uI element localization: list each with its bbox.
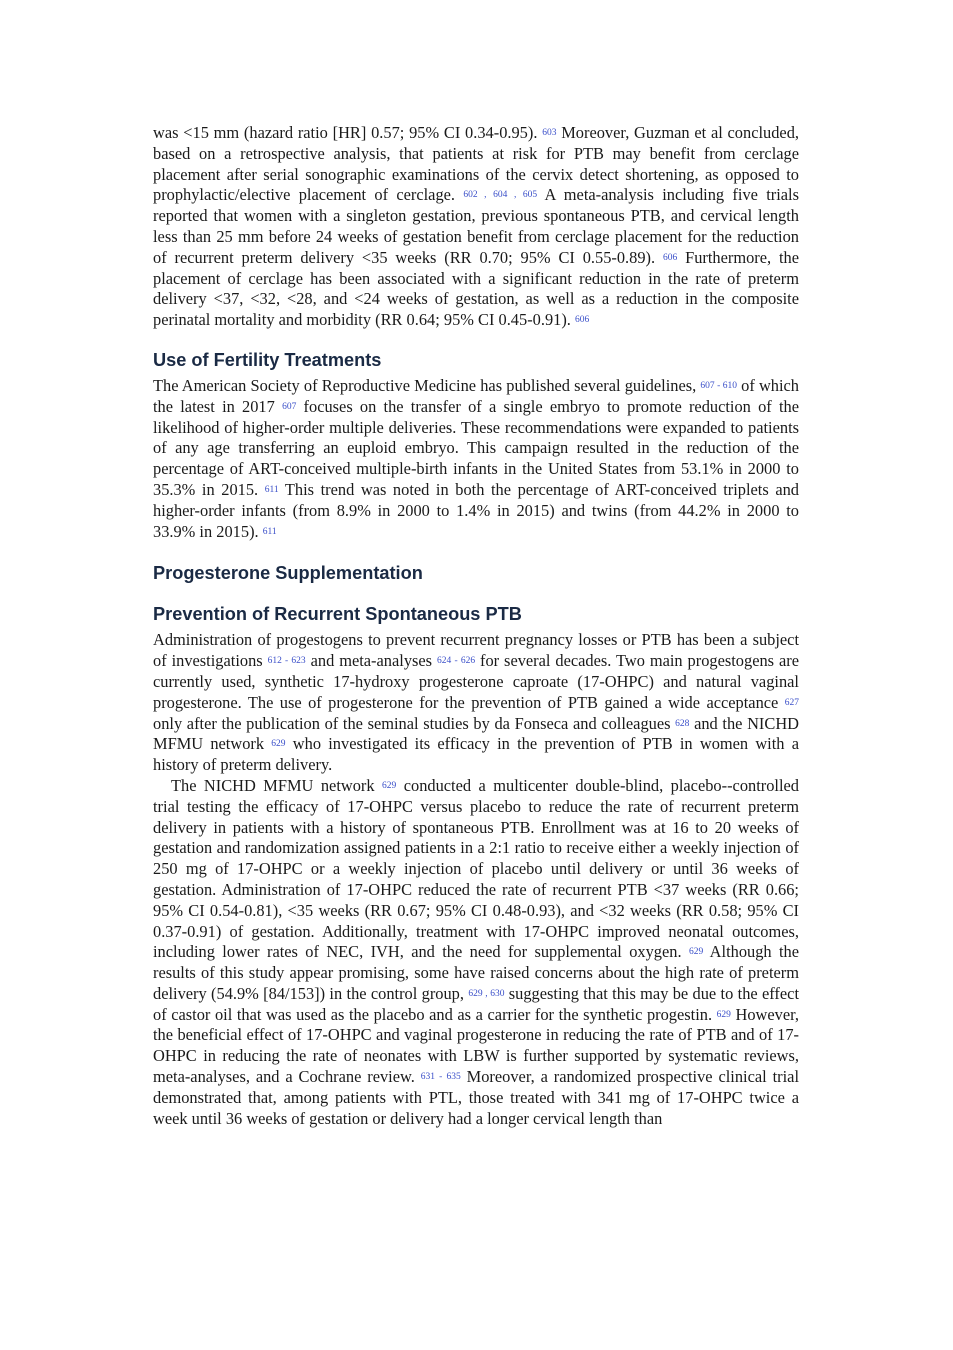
text-run: only after the publication of the seminal studies by da Fonseca and colleagues [153,713,676,733]
citation-link[interactable]: 607 - 610 [700,380,737,391]
heading-prevention-recurrent-ptb: Prevention of Recurrent Spontaneous PTB [153,604,522,625]
text-run: was <15 mm (hazard ratio [HR] 0.57; 95% CI 0.34-0.95). [153,123,543,142]
citation-link[interactable]: 612 - 623 [267,656,306,667]
citation-link[interactable]: 607 [282,401,297,412]
text-run: for several decades. Two main progestogens are currently used, synthetic 17-hydroxy progesterone caproate (17-OHPC) and natural vaginal progesterone. The use of progesterone for the prevention of PTB gained a wide acceptance [153,651,799,712]
citation-link[interactable]: 629 [382,780,397,791]
heading-fertility-treatments: Use of Fertility Treatments [153,349,382,370]
text-run: Moreover, Guzman et al concluded, based on a retrospective analysis, that patients at risk for PTB may benefit from cerclage placement after serial sonographic examinations of the cervix detect shortening, as opposed to prophylactic/elective placement of cerclage. [153,123,799,205]
heading-progesterone-supplementation: Progesterone Supplementation [153,563,423,584]
citation-link[interactable]: 624 - 626 [436,656,476,667]
citation-link[interactable]: 606 [575,315,590,326]
citation-link[interactable]: 611 [262,526,277,537]
citation-link[interactable]: 629 [271,739,286,750]
citation-link[interactable]: 602 , 604 , 605 [463,190,538,201]
citation-link[interactable]: 611 [264,484,279,495]
citation-link[interactable]: 606 [662,252,678,263]
citation-link[interactable]: 631 - 635 [420,1072,461,1083]
text-run: A meta-analysis including five trials reported that women with a singleton gestation, previous spontaneous PTB, and cervical length less than 25 mm before 24 weeks of gestation benefit from cerclage placement for the reduction of recurrent preterm delivery <35 weeks (RR 0.70; 95% CI 0.55-0.89). [153,185,799,267]
text-run: Although the results of this study appear promising, some have raised concerns about the high rate of preterm delivery (54.9% [84/153]) in the control group, [153,942,799,1003]
citation-link[interactable]: 629 , 630 [468,988,505,999]
document-page [153,123,799,1129]
paragraph-nichd-trial [153,776,799,1130]
text-run: Administration of progestogens to prevent recurrent pregnancy losses or PTB has been a subject of investigations [153,630,799,671]
text-run: This trend was noted in both the percentage of ART-conceived triplets and higher-order infants (from 8.9% in 2000 to 1.4% in 2015) and twins (from 44.2% in 2000 to 33.9% in 2015). [153,479,799,541]
citation-link[interactable]: 629 [688,947,704,958]
paragraph-cerclage [153,123,799,331]
text-run: and meta-analyses [305,651,437,671]
citation-link[interactable]: 629 [716,1009,731,1020]
text-run: who investigated its efficacy in the prevention of PTB in women with a history of preterm delivery. [153,734,799,775]
citation-link[interactable]: 603 [542,128,557,138]
text-run: and the NICHD MFMU network [153,713,799,754]
text-run: suggesting that this may be due to the effect of castor oil that was used as the placebo and as a carrier for the synthetic progestin. [153,983,799,1024]
text-run: focuses on the transfer of a single embryo to promote reduction of the likelihood of higher-order multiple deliveries. These recommendations were expanded to patients of any age transferring an euploid embryo. This campaign resulted in the reduction of the percentage of ART-conceived multiple-birth infants in the United States from 53.1% in 2000 to 35.3% in 2015. [153,396,799,499]
text-run: of which the latest in 2017 [153,375,800,416]
citation-link[interactable]: 628 [675,718,690,729]
paragraph-fertility [153,376,799,542]
text-run: However, the beneficial effect of 17-OHPC and vaginal progesterone in reducing the rate of PTB and of 17-OHPC in reducing the rate of neonates with LBW is further supported by systematic reviews, meta-analyses, and a Cochrane review. [153,1004,799,1087]
citation-link[interactable]: 627 [784,697,799,708]
text-run: conducted a multicenter double-blind, placebo--controlled trial testing the efficacy of 17-OHPC versus placebo to reduce the rate of recurrent preterm delivery in patients with a history of spontaneous PTB. Enrollment was at 16 to 20 weeks of gestation and randomization assigned patients in a 2:1 ratio to receive either a weekly injection of 250 mg of 17-OHPC or a weekly injection of placebo until delivery or until 36 weeks of gestation. Administration of 17-OHPC reduced the rate of recurrent PTB <37 weeks (RR 0.66; 95% CI 0.54-0.81), <35 weeks (RR 0.67; 95% CI 0.48-0.93), and <32 weeks (RR 0.58; 95% CI 0.37-0.91) of gestation. Additionally, treatment with 17-OHPC improved neonatal outcomes, including lower rates of NEC, IVH, and the need for supplemental oxygen. [153,775,799,962]
text-run: Moreover, a randomized prospective clinical trial demonstrated that, among patients with PTL, those treated with 341 mg of 17-OHPC twice a week until 36 weeks of gestation or delivery had a longer cervical length than [153,1067,799,1128]
text-run: Furthermore, the placement of cerclage has been associated with a significant reduction in the rate of preterm delivery <37, <32, <28, and <24 weeks of gestation, as well as a reduction in the composite perinatal mortality and morbidity (RR 0.64; 95% CI 0.45-0.91). [153,247,800,330]
text-run: The NICHD MFMU network [171,775,383,795]
text-run: The American Society of Reproductive Medicine has published several guidelines, [153,375,701,395]
paragraph-progestogens [153,630,799,776]
